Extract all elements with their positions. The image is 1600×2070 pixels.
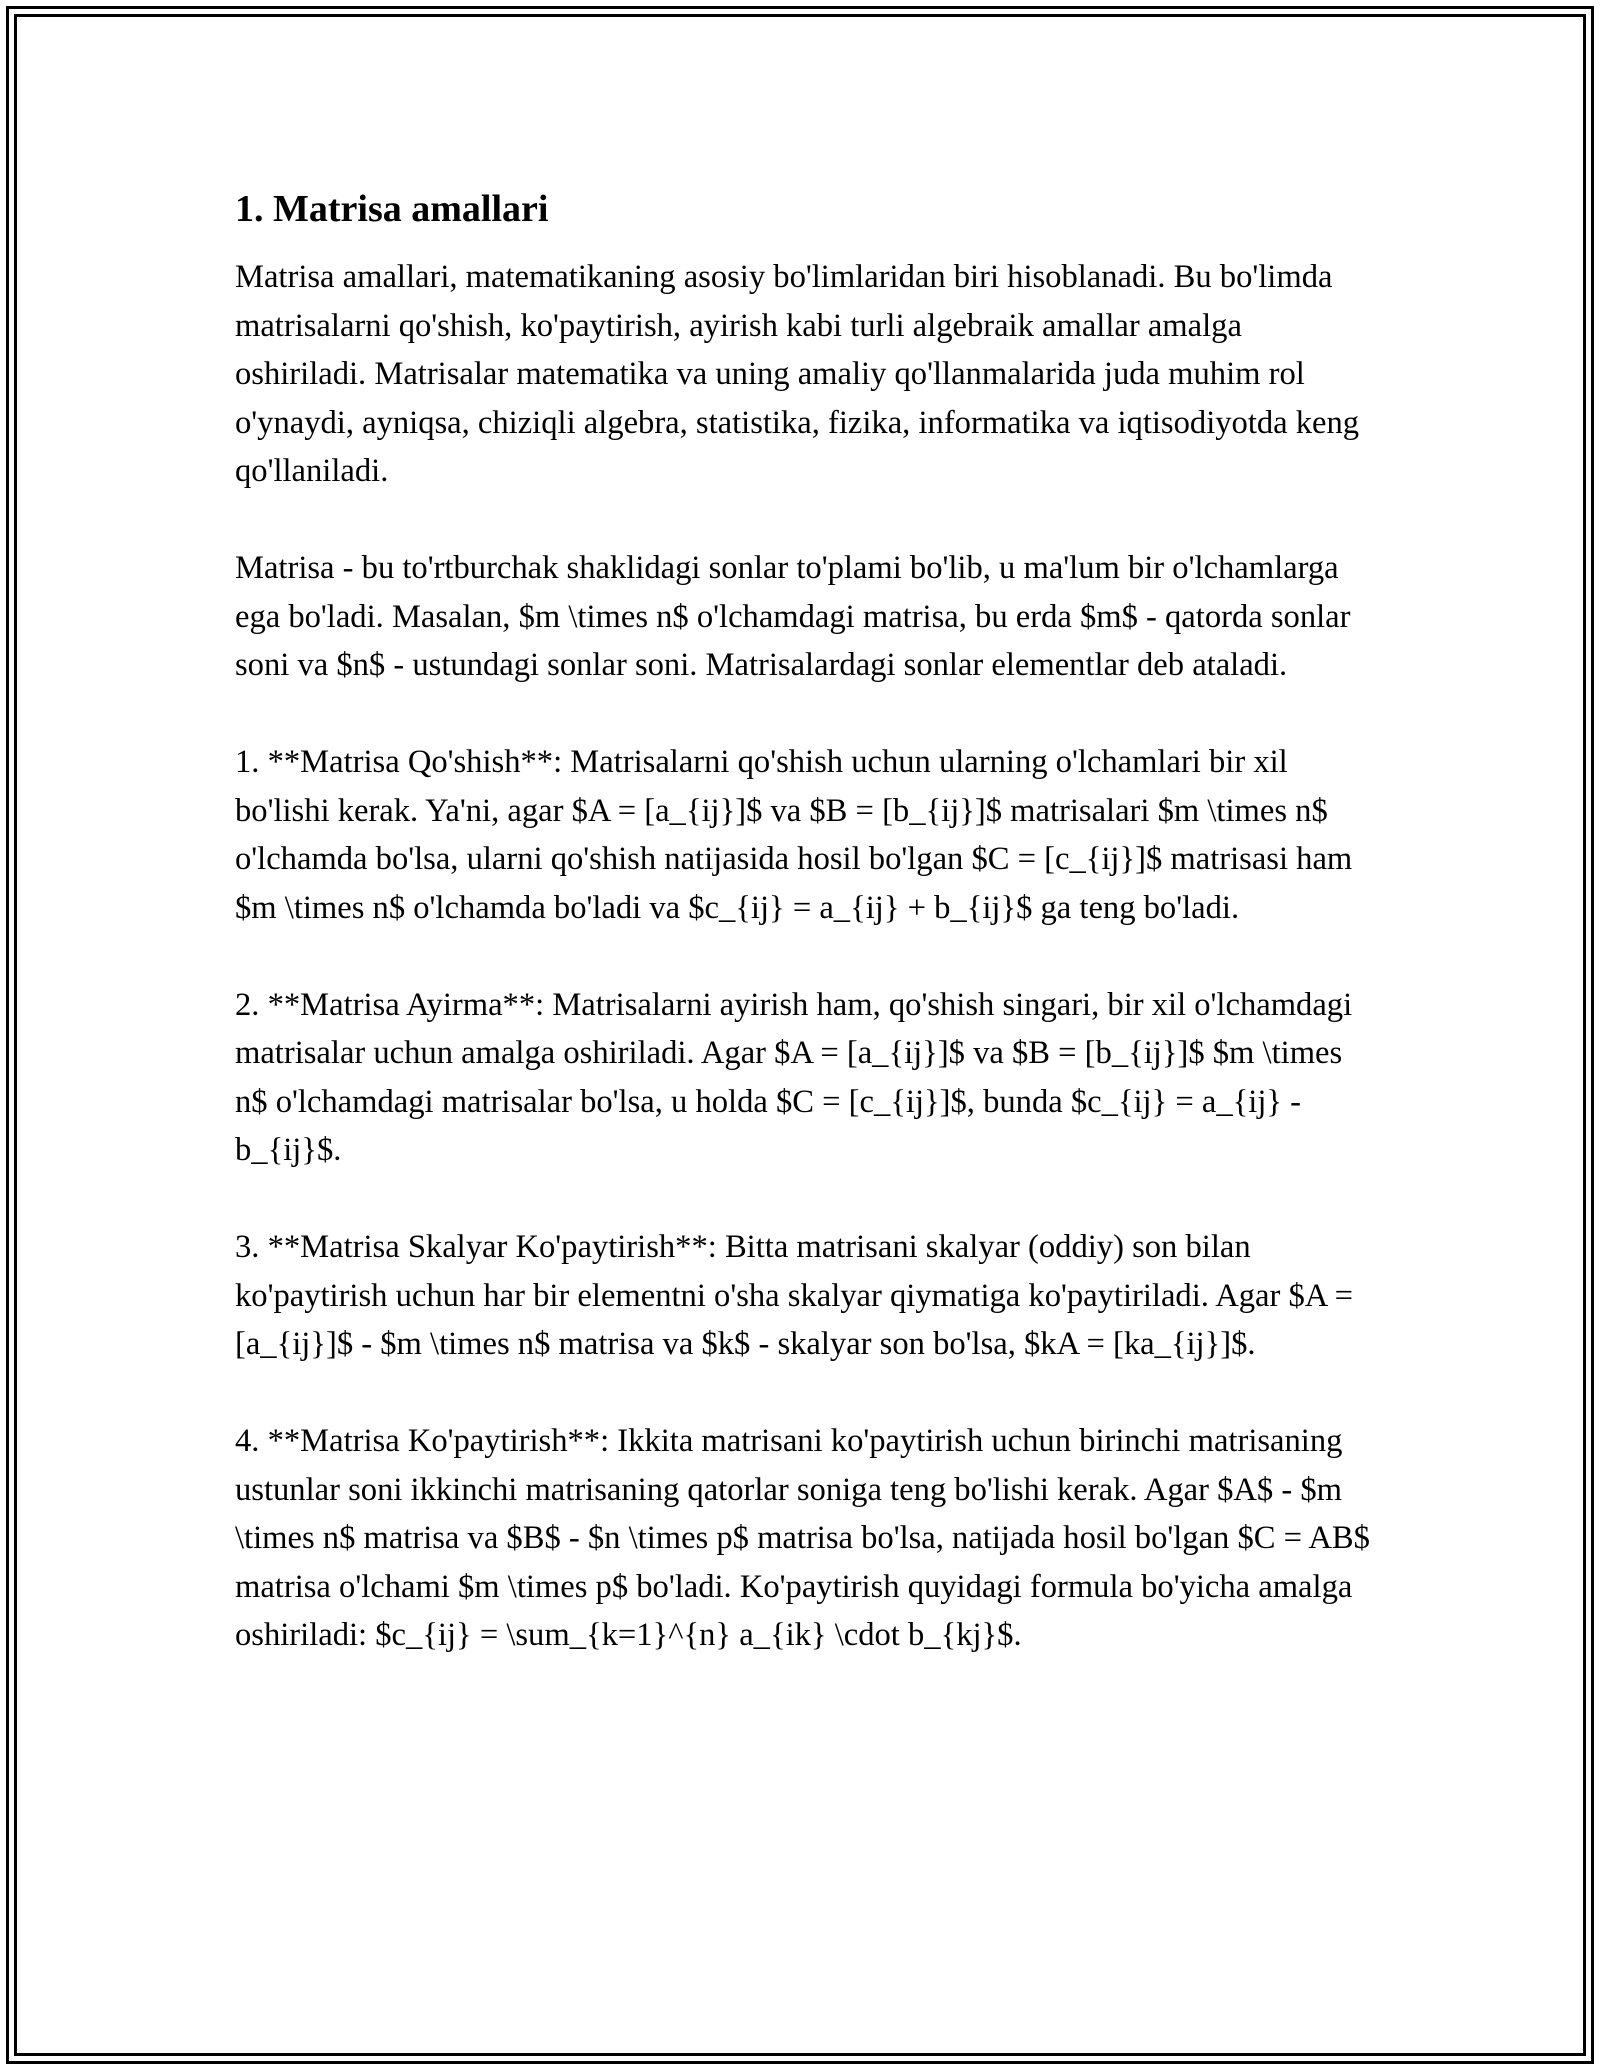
paragraph-matrix-multiplication: 4. **Matrisa Ko'paytirish**: Ikkita matrisani ko'paytirish uchun birinchi matrisaning ustunlar soni ikkinchi matrisaning qatorlar soniga teng bo'lishi kerak. Agar $A$ - $m \times n$ matrisa va $B$ - $n \times p$ matrisa bo'lsa, natijada hosil bo'lgan $C = AB$ matrisa o'lchami $m \times p$ bo'ladi. Ko'paytirish quyidagi formula bo'yicha amalga oshiriladi: $c_{ij} = \sum_{k=1}^{n} a_{ik} \cdot b_{kj}$.	[235, 1423, 1370, 1653]
paragraph-addition: 1. **Matrisa Qo'shish**: Matrisalarni qo'shish uchun ularning o'lchamlari bir xil bo'lishi kerak. Ya'ni, agar $A = [a_{ij}]$ va $B = [b_{ij}]$ matrisalari $m \times n$ o'lchamda bo'lsa, ularni qo'shish natijasida hosil bo'lgan $C = [c_{ij}]$ matrisasi ham $m \times n$ o'lchamda bo'ladi va $c_{ij} = a_{ij} + b_{ij}$ ga teng bo'ladi.	[235, 744, 1353, 926]
section-heading: 1. Matrisa amallari	[235, 188, 549, 230]
paragraph-definition: Matrisa - bu to'rtburchak shaklidagi sonlar to'plami bo'lib, u ma'lum bir o'lchamlarga ega bo'ladi. Masalan, $m \times n$ o'lchamdagi matrisa, bu erda $m$ - qatorda sonlar soni va $n$ - ustundagi sonlar soni. Matrisalardagi sonlar elementlar deb ataladi.	[235, 550, 1351, 683]
paragraph-subtraction: 2. **Matrisa Ayirma**: Matrisalarni ayirish ham, qo'shish singari, bir xil o'lchamdagi matrisalar uchun amalga oshiriladi. Agar $A = [a_{ij}]$ va $B = [b_{ij}]$ $m \times n$ o'lchamdagi matrisalar bo'lsa, u holda $C = [c_{ij}]$, bunda $c_{ij} = a_{ij} - b_{ij}$.	[235, 986, 1353, 1168]
paragraph-scalar-multiplication: 3. **Matrisa Skalyar Ko'paytirish**: Bitta matrisani skalyar (oddiy) son bilan ko'paytirish uchun har bir elementni o'sha skalyar qiymatiga ko'paytiriladi. Agar $A = [a_{ij}]$ - $m \times n$ matrisa va $k$ - skalyar son bo'lsa, $kA = [ka_{ij}]$.	[235, 1229, 1354, 1362]
document-body	[235, 185, 1370, 1708]
paragraph-intro: Matrisa amallari, matematikaning asosiy bo'limlaridan biri hisoblanadi. Bu bo'limda matrisalarni qo'shish, ko'paytirish, ayirish kabi turli algebraik amallar amalga oshiriladi. Matrisalar matematika va uning amaliy qo'llanmalarida juda muhim rol o'ynaydi, ayniqsa, chiziqli algebra, statistika, fizika, informatika va iqtisodiyotda keng qo'llaniladi.	[235, 259, 1360, 489]
